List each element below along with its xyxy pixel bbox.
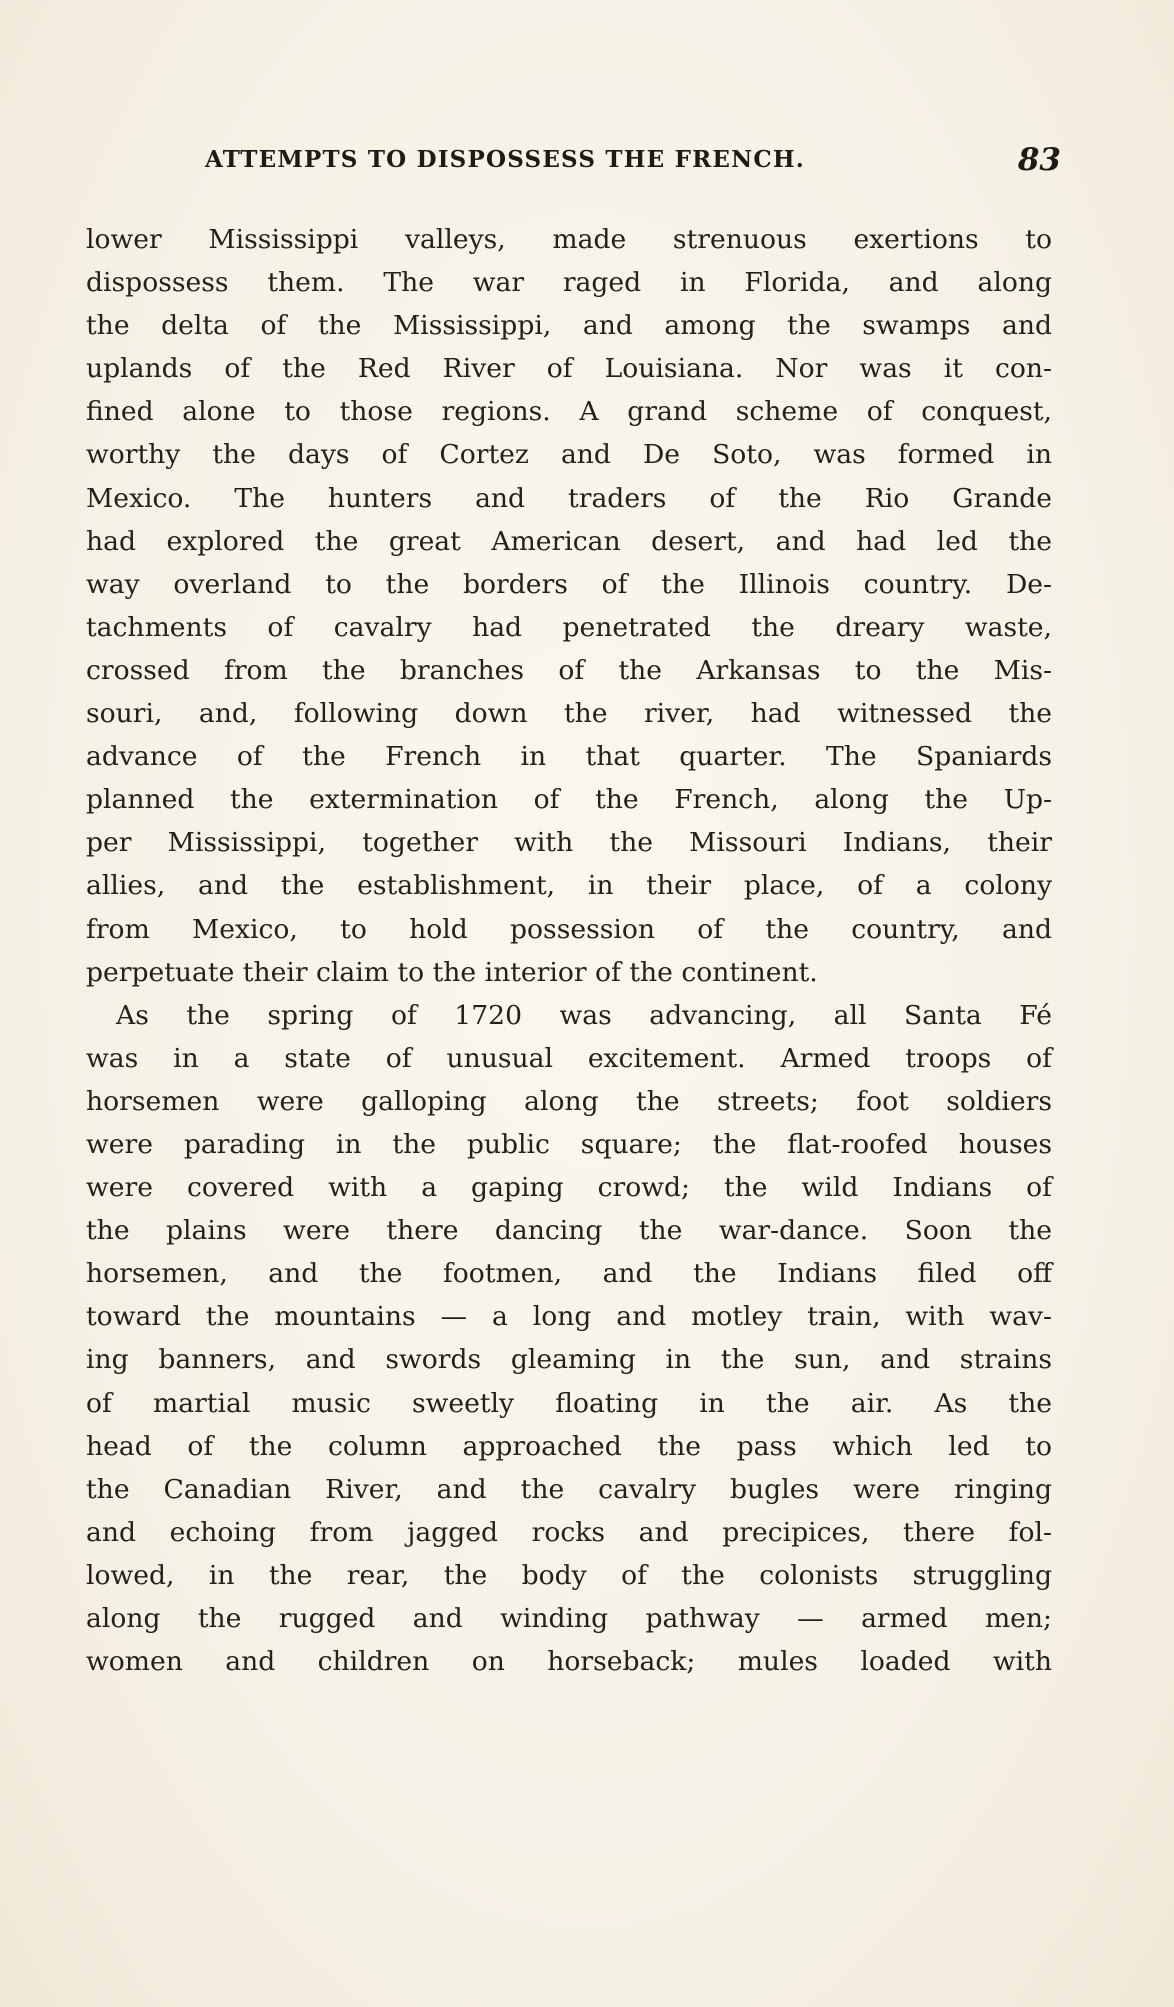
text-line: advance of the French in that quarter. The Spaniards xyxy=(86,741,1052,773)
text-line: per Mississippi, together with the Missouri Indians, their xyxy=(86,827,1052,859)
text-line: the plains were there dancing the war-dance. Soon the xyxy=(86,1215,1052,1247)
text-line: head of the column approached the pass which led to xyxy=(86,1430,1052,1462)
text-line: had explored the great American desert, and had led the xyxy=(86,525,1052,557)
text-line: tachments of cavalry had penetrated the dreary waste, xyxy=(86,611,1052,643)
text-line: planned the extermination of the French, along the Up- xyxy=(86,784,1052,816)
text-line: worthy the days of Cortez and De Soto, was formed in xyxy=(86,439,1052,471)
running-header xyxy=(205,142,1063,186)
text-line: Mexico. The hunters and traders of the Rio Grande xyxy=(86,482,1052,514)
text-line: of martial music sweetly floating in the air. As the xyxy=(86,1387,1052,1419)
text-line: lowed, in the rear, the body of the colonists struggling xyxy=(86,1559,1052,1591)
text-line: horsemen were galloping along the streets; foot soldiers xyxy=(86,1085,1052,1117)
paragraph-end-line: perpetuate their claim to the interior of the continent. xyxy=(86,956,818,988)
text-line: were covered with a gaping crowd; the wild Indians of xyxy=(86,1172,1052,1204)
text-line: dispossess them. The war raged in Florida, and along xyxy=(86,267,1052,299)
text-line: were parading in the public square; the flat-roofed houses xyxy=(86,1128,1052,1160)
text-line: the delta of the Mississippi, and among the swamps and xyxy=(86,310,1052,342)
text-line: the Canadian River, and the cavalry bugles were ringing xyxy=(86,1473,1052,1505)
paragraph-start-line: As the spring of 1720 was advancing, all Santa Fé xyxy=(116,999,1052,1031)
text-line: ing banners, and swords gleaming in the sun, and strains xyxy=(86,1344,1052,1376)
text-line: from Mexico, to hold possession of the country, and xyxy=(86,913,1052,945)
text-line: and echoing from jagged rocks and precipices, there fol- xyxy=(86,1516,1052,1548)
text-line: lower Mississippi valleys, made strenuous exertions to xyxy=(86,224,1052,255)
text-line: was in a state of unusual excitement. Armed troops of xyxy=(86,1042,1052,1074)
text-line: crossed from the branches of the Arkansas to the Mis- xyxy=(86,654,1052,686)
text-line: souri, and, following down the river, had witnessed the xyxy=(86,698,1052,730)
text-line: allies, and the establishment, in their place, of a colony xyxy=(86,870,1052,902)
text-line: fined alone to those regions. A grand scheme of conquest, xyxy=(86,396,1052,428)
page-number: 83 xyxy=(1017,142,1061,178)
body-text xyxy=(86,218,1052,1683)
text-line: uplands of the Red River of Louisiana. Nor was it con- xyxy=(86,353,1052,385)
running-title: ATTEMPTS TO DISPOSSESS THE FRENCH. xyxy=(205,146,806,173)
text-line: way overland to the borders of the Illinois country. De- xyxy=(86,568,1052,600)
text-line: along the rugged and winding pathway — armed men; xyxy=(86,1603,1052,1634)
text-line: toward the mountains — a long and motley train, with wav- xyxy=(86,1301,1052,1333)
text-line: horsemen, and the footmen, and the Indians filed off xyxy=(86,1258,1052,1290)
text-line: women and children on horseback; mules loaded with xyxy=(86,1646,1052,1678)
